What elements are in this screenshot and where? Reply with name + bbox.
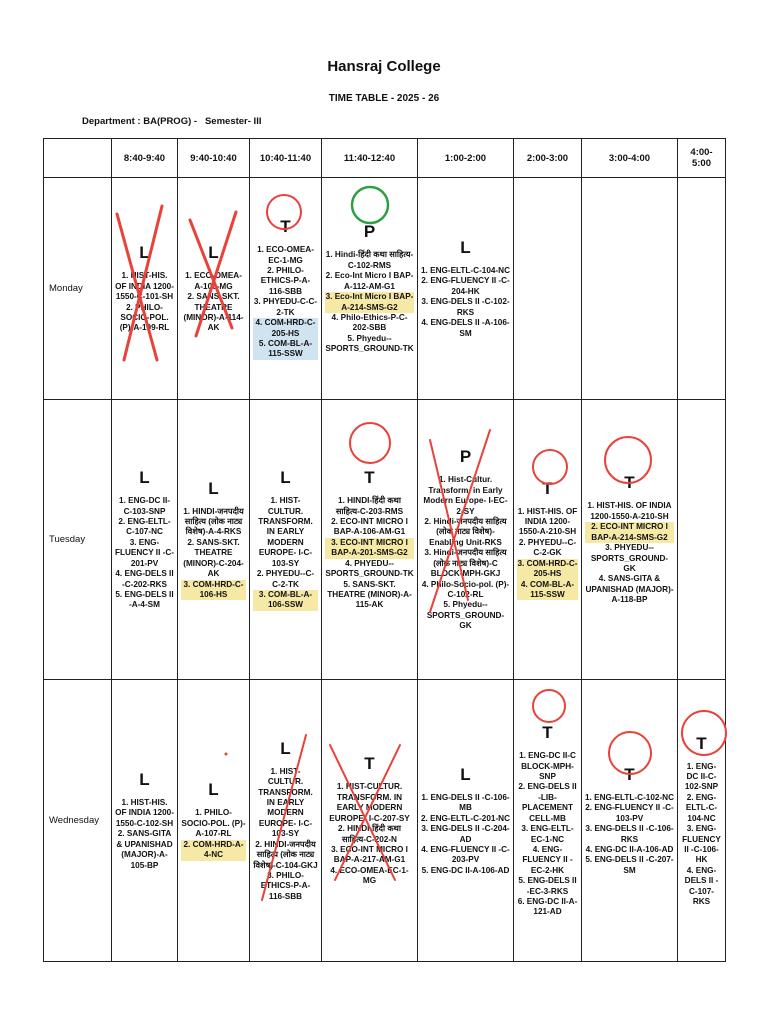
course-entry: 3. COM-HRD-C-106-HS — [181, 580, 246, 601]
slot-type-label: L — [460, 238, 471, 258]
course-entry: 3. Eco-Int Micro I BAP-A-214-SMS-G2 — [325, 292, 414, 312]
course-entry: 2. PHYEDU--C-C-2-TK — [256, 569, 315, 589]
course-entry: 1. HIST-HIS. OF INDIA 1200-1550-A-210-SH — [587, 501, 672, 521]
course-entry: 4. ENG-DELS II -C-202-RKS — [115, 569, 174, 589]
slot-type-label: L — [139, 468, 150, 488]
course-entry: 3. ENG-FLUENCY II -C-201-PV — [115, 537, 174, 568]
course-entry: 1. ECO-OMEA-A-106-MG — [185, 271, 242, 291]
course-entry: 1. HIST-HIS. OF INDIA 1200-1550-C-102-SH — [115, 798, 174, 828]
course-entry: 3. ENG-DELS II -C-102-RKS — [421, 297, 510, 317]
slot-course-list — [582, 501, 677, 605]
course-entry: 2. Eco-Int Micro I BAP-A-112-AM-G1 — [325, 271, 414, 291]
day-label: Tuesday — [44, 400, 112, 680]
slot-course-list — [112, 271, 177, 333]
slot-type-label: T — [696, 733, 707, 753]
course-entry: 5. ENG-DC II-A-106-AD — [421, 865, 510, 875]
slot-course-list — [418, 793, 513, 876]
course-entry: 1. ECO-OMEA-EC-1-MG — [257, 245, 314, 265]
course-entry: 1. HIST-HIS. OF INDIA 1200-1550-C-101-SH — [115, 271, 174, 302]
slot-course-list — [250, 496, 321, 610]
slot-type-label: L — [208, 780, 219, 800]
slot-cell — [322, 178, 418, 400]
course-entry: 4. Philo-Socio-pol. (P)-C-102-RL — [421, 579, 510, 599]
slot-course-list — [322, 782, 417, 886]
slot-type-label: T — [542, 478, 553, 498]
course-entry: 3. ENG-ELTL-EC-1-NC — [521, 824, 574, 844]
course-entry: 3. PHYEDU-C-C-2-TK — [253, 297, 318, 317]
course-entry: 2. PHILO-SOCIO-POL. (P)-A-109-RL — [119, 302, 170, 333]
slot-course-list — [178, 507, 249, 601]
slot-type-label: L — [208, 478, 219, 498]
slot-cell — [514, 400, 582, 680]
course-entry: 1. ENG-DC II-C-103-SNP — [119, 496, 170, 516]
course-entry: 6. ENG-DC II-A-121-AD — [517, 896, 578, 917]
slot-cell — [514, 680, 582, 962]
column-header: 8:40-9:40 — [112, 139, 178, 178]
slot-course-list — [418, 266, 513, 339]
column-header: 10:40-11:40 — [250, 139, 322, 178]
course-entry: 4. COM-BL-A-115-SSW — [517, 580, 578, 601]
slot-course-list — [582, 793, 677, 876]
slot-cell — [250, 680, 322, 962]
course-entry: 1. ENG-DC II-C BLOCK-MPH-SNP — [519, 751, 576, 782]
course-entry: 4. Philo-Ethics-P-C-202-SBB — [331, 312, 408, 333]
course-entry: 2. ENG-ELTL-C-201-NC — [421, 813, 511, 823]
course-entry: 3. COM-BL-A-106-SSW — [253, 590, 318, 611]
slot-course-list — [418, 475, 513, 631]
slot-cell — [582, 178, 678, 400]
slot-type-label: L — [280, 468, 291, 488]
course-entry: 2. COM-HRD-A-4-NC — [181, 840, 246, 861]
course-entry: 2. ENG-ELTL-C-104-NC — [685, 792, 718, 823]
course-entry: 2. ENG-ELTL-C-107-NC — [118, 517, 171, 537]
course-entry: 2. HINDI-जनपदीय साहित्य (लोक नाट्य विशेष)-C-104-GKJ — [253, 839, 318, 870]
slot-cell — [322, 400, 418, 680]
course-entry: 1. HIST-CULTUR. TRANSFORM. IN EARLY MODERN EUROPE- I-C-103-SY — [258, 766, 313, 839]
course-entry: 3. ENG-DELS II -C-204-AD — [421, 824, 510, 844]
slot-type-label: L — [139, 770, 150, 790]
slot-cell — [418, 400, 514, 680]
course-entry: 3. Hindi-जनपदीय साहित्य (लोक नाट्य विशेष)-C BLOCK-MPH-GKJ — [424, 548, 507, 579]
course-entry: 3. COM-HRD-C-205-HS — [517, 558, 578, 579]
slot-type-label: L — [280, 738, 291, 758]
slot-type-label: P — [363, 222, 376, 242]
course-entry: 1. HINDI-जनपदीय साहित्य (लोक नाट्य विशेष)-A-4-RKS — [183, 506, 244, 537]
course-entry: 2. PHYEDU--C-C-2-GK — [518, 537, 577, 558]
course-entry: 3. PHYEDU--SPORTS_GROUND-GK — [590, 543, 669, 573]
slot-type-label: T — [624, 764, 635, 784]
college-title: Hansraj College — [327, 58, 441, 75]
day-row-tuesday — [44, 400, 726, 680]
slot-course-list — [250, 767, 321, 902]
slot-cell — [514, 178, 582, 400]
slot-course-list — [178, 808, 249, 860]
course-entry: 1. Hist-Cultur. Transform. in Early Modern Europe- I-EC-2-SY — [423, 475, 508, 516]
slot-type-label: L — [208, 243, 219, 263]
course-entry: 2. Hindi-जनपदीय साहित्य (लोक नाट्य विशेष)-Enabling Unit-RKS — [424, 517, 507, 547]
slot-type-label: T — [364, 754, 375, 774]
course-entry: 1. HIST-CULTUR. TRANSFORM. IN EARLY MODERN EUROPE- I-C-207-SY — [329, 782, 410, 823]
course-entry: 4. ENG-FLUENCY II -C-203-PV — [421, 844, 510, 865]
slot-course-list — [112, 496, 177, 610]
column-header: 4:00- 5:00 — [678, 139, 726, 178]
slot-course-list — [112, 798, 177, 871]
slot-cell — [678, 680, 726, 962]
course-entry: 2. SANS-SKT. THEATRE (MINOR)-C-204-AK — [183, 537, 244, 579]
course-entry: 5. Phyedu--SPORTS_GROUND-TK — [325, 333, 414, 354]
course-entry: 1. Hindi-हिंदी कथा साहित्य-C-102-RMS — [325, 250, 414, 270]
column-header — [44, 139, 112, 178]
course-entry: 1. PHILO-SOCIO-POL. (P)-A-107-RL — [181, 808, 246, 839]
column-header: 1:00-2:00 — [418, 139, 514, 178]
course-entry: 4. ECO-OMEA-EC-1-MG — [330, 865, 409, 886]
slot-cell — [678, 178, 726, 400]
course-entry: 3. ECO-INT MICRO I BAP-A-201-SMS-G2 — [325, 538, 414, 559]
slot-cell — [582, 400, 678, 680]
header-row — [44, 139, 726, 178]
column-header: 9:40-10:40 — [178, 139, 250, 178]
slot-cell — [322, 680, 418, 962]
slot-cell — [178, 680, 250, 962]
course-entry: 4. ENG-DELS II -C-107-RKS — [684, 865, 719, 906]
course-entry: 1. HINDI-हिंदी कथा साहित्य-C-203-RMS — [335, 496, 404, 516]
column-header: 2:00-3:00 — [514, 139, 582, 178]
course-entry: 2. ECO-INT MICRO I BAP-A-214-SMS-G2 — [585, 522, 674, 543]
slot-cell — [418, 178, 514, 400]
course-entry: 5. Phyedu--SPORTS_GROUND-GK — [426, 600, 505, 631]
course-entry: 1. HIST-CULTUR. TRANSFORM. IN EARLY MODERN EUROPE- I-C-103-SY — [258, 496, 313, 568]
slot-cell — [112, 680, 178, 962]
course-entry: 1. ENG-DC II-C-102-SNP — [684, 761, 719, 792]
slot-course-list — [514, 751, 581, 918]
course-entry: 5. ENG-DELS II -C-207-SM — [585, 855, 674, 875]
course-entry: 5. ENG-DELS II -EC-3-RKS — [518, 876, 577, 896]
slot-cell — [178, 178, 250, 400]
day-label: Wednesday — [44, 680, 112, 962]
course-entry: 3. PHILO-ETHICS-P-A-116-SBB — [260, 870, 311, 901]
course-entry: 2. SANS-SKT. THEATRE (MINOR)-A-114-AK — [183, 292, 244, 333]
day-row-monday — [44, 178, 726, 400]
slot-cell — [250, 400, 322, 680]
slot-cell — [178, 400, 250, 680]
course-entry: 4. COM-HRD-C-205-HS — [253, 318, 318, 339]
course-entry: 3. ECO-INT MICRO I BAP-A-217-AM-G1 — [331, 844, 408, 865]
slot-cell — [112, 178, 178, 400]
timetable — [43, 138, 726, 962]
course-entry: 1. ENG-ELTL-C-104-NC — [421, 266, 511, 276]
slot-type-label: L — [139, 243, 150, 263]
course-entry: 2. PHILO-ETHICS-P-A-116-SBB — [260, 266, 311, 296]
course-entry: 3. ENG-FLUENCY II -C-106-HK — [682, 824, 721, 865]
column-header: 11:40-12:40 — [322, 139, 418, 178]
slot-cell — [582, 680, 678, 962]
course-entry: 3. ENG-DELS II -C-106-RKS — [585, 824, 674, 844]
slot-course-list — [678, 762, 725, 908]
slot-cell — [112, 400, 178, 680]
slot-course-list — [322, 250, 417, 354]
slot-cell — [250, 178, 322, 400]
course-entry: 5. ENG-DELS II -A-4-SM — [115, 589, 174, 610]
day-label: Monday — [44, 178, 112, 400]
slot-course-list — [514, 507, 581, 601]
course-entry: 1. ENG-DELS II -C-106-MB — [421, 792, 510, 813]
timetable-title: TIME TABLE - 2025 - 26 — [328, 93, 440, 104]
course-entry: 2. ENG-FLUENCY II -C-204-HK — [421, 276, 510, 296]
course-entry: 2. SANS-GITA & UPANISHAD (MAJOR)-A-105-BP — [116, 829, 173, 870]
course-entry: 4. ENG-DELS II -A-106-SM — [421, 318, 510, 338]
course-entry: 2. ENG-FLUENCY II -C-103-PV — [585, 803, 674, 823]
department-line: Department : BA(PROG) - Semester- III — [82, 116, 262, 127]
slot-type-label: T — [542, 723, 553, 743]
slot-cell — [418, 680, 514, 962]
course-entry: 1. ENG-ELTL-C-102-NC — [585, 792, 675, 802]
slot-cell — [678, 400, 726, 680]
course-entry: 2. ENG-DELS II -LIB-PLACEMENT CELL-MB — [518, 782, 577, 823]
course-entry: 5. COM-BL-A-115-SSW — [253, 339, 318, 360]
slot-type-label: T — [624, 473, 635, 493]
course-entry: 4. PHYEDU--SPORTS_GROUND-TK — [325, 558, 414, 579]
slot-course-list — [250, 245, 321, 359]
course-entry: 5. SANS-SKT. THEATRE (MINOR)-A-115-AK — [327, 579, 412, 610]
slot-type-label: L — [460, 764, 471, 784]
slot-course-list — [322, 496, 417, 610]
course-entry: 1. HIST-HIS. OF INDIA 1200-1550-A-210-SH — [517, 506, 578, 537]
slot-type-label: P — [459, 447, 472, 467]
day-row-wednesday — [44, 680, 726, 962]
slot-type-label: T — [364, 468, 375, 488]
slot-course-list — [178, 271, 249, 333]
course-entry: 4. ENG-FLUENCY II -EC-2-HK — [522, 844, 573, 875]
course-entry: 4. SANS-GITA & UPANISHAD (MAJOR)-A-118-BP — [585, 574, 674, 605]
course-entry: 2. ECO-INT MICRO I BAP-A-106-AM-G1 — [331, 517, 408, 537]
course-entry: 2. HINDI-हिंदी कथा साहित्य-C-202-N — [338, 824, 401, 844]
course-entry: 4. ENG-DC II-A-106-AD — [585, 844, 674, 854]
slot-type-label: T — [280, 217, 291, 237]
column-header: 3:00-4:00 — [582, 139, 678, 178]
